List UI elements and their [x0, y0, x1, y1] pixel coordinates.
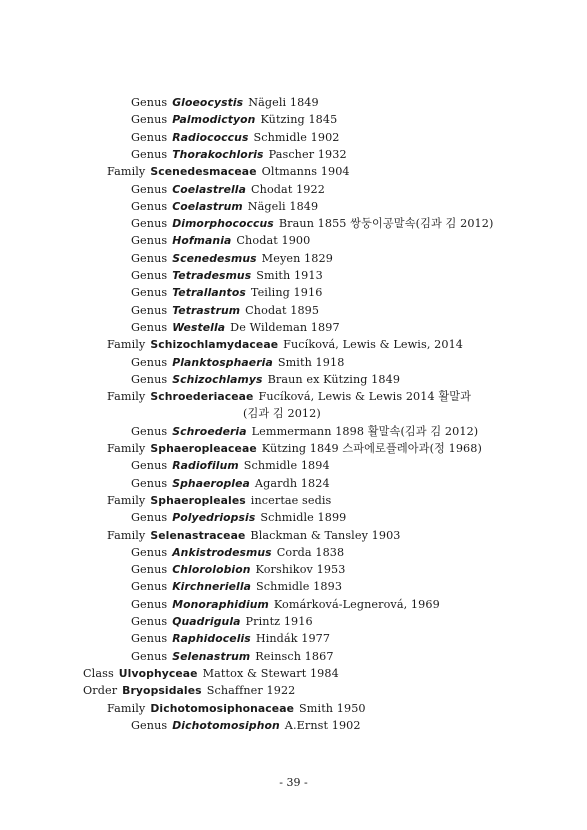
taxon-line: [131, 303, 319, 319]
taxon-line: [107, 493, 331, 509]
taxon-authority: Agardh 1824: [254, 476, 330, 490]
taxon-authority: Schmidle 1899: [260, 511, 347, 525]
taxon-rank: Genus: [131, 96, 168, 109]
taxon-rank: Family: [107, 390, 146, 404]
taxon-line: [131, 718, 361, 734]
taxon-rank: Genus: [131, 113, 168, 127]
taxon-authority: Schmidle 1894: [243, 459, 330, 473]
taxon-line: [131, 285, 322, 301]
taxon-name: Coelastrella: [172, 182, 246, 196]
taxon-line: [131, 147, 347, 163]
taxon-line: [131, 355, 344, 371]
taxon-name: Kirchneriella: [172, 580, 252, 594]
taxon-line: [131, 182, 325, 198]
taxon-line: [107, 389, 471, 405]
taxon-name: Monoraphidium: [172, 597, 269, 611]
taxon-authority: Reinsch 1867: [255, 649, 334, 663]
taxon-name: Sphaeropleales: [150, 493, 246, 507]
taxon-line: [131, 199, 318, 215]
taxon-name: Tetradesmus: [172, 269, 252, 282]
taxon-rank: Order: [83, 684, 118, 698]
taxon-rank: Genus: [131, 424, 168, 438]
taxon-name: Ankistrodesmus: [172, 545, 272, 559]
taxon-name: Radiofilum: [172, 459, 239, 473]
taxon-name: Hofmania: [172, 234, 232, 248]
taxon-rank: Genus: [131, 372, 168, 386]
taxon-line: [83, 666, 339, 682]
taxon-authority: Komárková-Legnerová, 1969: [273, 597, 440, 611]
taxon-authority: Smith 1913: [256, 269, 323, 282]
taxon-rank: Genus: [131, 563, 168, 577]
taxon-name: Thorakochloris: [172, 147, 264, 161]
taxon-name: Selenastrum: [172, 649, 251, 663]
taxon-rank: Genus: [131, 182, 168, 196]
taxon-line: [131, 579, 342, 595]
taxon-rank: Genus: [131, 545, 168, 559]
taxon-authority: Korshikov 1953: [255, 563, 346, 577]
taxon-rank: Genus: [131, 286, 168, 300]
taxon-line: [131, 476, 330, 492]
taxon-authority: Fucíková, Lewis & Lewis, 2014: [283, 338, 464, 352]
taxon-rank: Genus: [131, 459, 168, 473]
taxon-name: Gloeocystis: [172, 96, 244, 109]
taxon-authority: Smith 1950: [299, 701, 366, 715]
taxon-name: Tetrastrum: [172, 303, 241, 317]
taxon-name: Bryopsidales: [122, 684, 202, 698]
taxon-name: Ulvophyceae: [118, 666, 198, 680]
taxon-authority: Braun 1855 쌍둥이공말속(김과 김 2012): [278, 217, 494, 231]
taxon-authority: incertae sedis: [250, 493, 332, 507]
taxon-authority: Smith 1918: [277, 355, 345, 369]
taxon-rank: Genus: [131, 234, 168, 248]
taxon-line: [131, 320, 340, 336]
taxon-authority: Lemmermann 1898 활말속(김과 김 2012): [251, 424, 479, 438]
taxon-authority: Teiling 1916: [250, 286, 323, 300]
taxon-name: Quadrigula: [172, 615, 241, 628]
taxon-rank: Genus: [131, 199, 168, 213]
taxon-line: [107, 701, 366, 717]
taxon-authority: Schmidle 1893: [256, 580, 343, 594]
taxon-name: Tetrallantos: [172, 286, 246, 300]
taxon-name: Dimorphococcus: [172, 217, 274, 231]
taxon-name: Sphaeroplea: [172, 476, 250, 490]
taxon-line: [107, 528, 401, 544]
taxon-authority: Pascher 1932: [268, 147, 347, 161]
taxon-authority: Schaffner 1922: [206, 684, 296, 698]
taxon-name: Planktosphaeria: [172, 355, 273, 369]
taxon-name: Schizochlamydaceae: [150, 338, 279, 352]
taxon-name: Schroederia: [172, 424, 247, 438]
taxon-name: Dichotomosiphon: [172, 718, 280, 732]
taxon-name: Polyedriopsis: [172, 511, 256, 525]
taxon-line: [107, 441, 482, 457]
taxon-rank: Genus: [131, 511, 168, 525]
taxon-line: [131, 372, 400, 388]
taxon-authority: Kützing 1845: [260, 113, 338, 127]
taxon-line: [131, 562, 345, 578]
taxon-rank: Genus: [131, 649, 168, 663]
taxon-name: Palmodictyon: [172, 113, 256, 127]
taxon-rank: Family: [107, 338, 146, 352]
taxon-line: [131, 424, 478, 440]
taxon-line: [83, 683, 295, 699]
taxon-authority: De Wildeman 1897: [230, 320, 340, 334]
taxon-line: [131, 268, 323, 284]
taxon-rank: Genus: [131, 217, 168, 231]
taxon-rank: Family: [107, 701, 146, 715]
taxon-rank: Genus: [131, 355, 168, 369]
taxon-authority: Chodat 1895: [245, 303, 320, 317]
taxon-authority: Mattox & Stewart 1984: [202, 666, 339, 680]
taxon-authority: Fucíková, Lewis & Lewis 2014 활말과: [258, 390, 472, 404]
taxon-authority: Chodat 1900: [236, 234, 311, 248]
taxon-rank: Family: [107, 528, 146, 542]
taxon-line: [243, 406, 321, 422]
taxon-rank: Genus: [131, 320, 168, 334]
taxon-authority: Kützing 1849 스파에로플레아과(정 1968): [261, 442, 482, 455]
taxon-authority: Meyen 1829: [261, 251, 333, 265]
taxon-name: Westella: [172, 320, 226, 334]
taxon-line: [131, 510, 346, 526]
taxon-rank: Genus: [131, 718, 168, 732]
taxon-authority: A.Ernst 1902: [284, 718, 361, 732]
taxon-line: [107, 164, 350, 180]
taxon-name: Schizochlamys: [172, 372, 263, 386]
taxon-authority: Chodat 1922: [251, 182, 325, 196]
taxon-line: [131, 95, 319, 111]
taxon-authority: Schmidle 1902: [253, 130, 340, 144]
taxon-name: Dichotomosiphonaceae: [150, 701, 295, 715]
taxon-name: Radiococcus: [172, 130, 249, 144]
taxon-name: Schroederiaceae: [150, 390, 254, 404]
taxon-line: [107, 337, 463, 353]
taxon-line: [131, 112, 337, 128]
taxon-rank: Genus: [131, 597, 168, 611]
taxon-authority: Nägeli 1849: [248, 96, 319, 109]
taxon-line: [131, 649, 334, 665]
taxon-authority: Oltmanns 1904: [261, 165, 350, 179]
taxon-rank: Family: [107, 165, 146, 179]
taxon-rank: Family: [107, 493, 146, 507]
page-number: - 39 -: [279, 776, 308, 789]
taxon-rank: Genus: [131, 251, 168, 265]
taxon-rank: Genus: [131, 130, 168, 144]
taxon-rank: Genus: [131, 580, 168, 594]
taxon-authority: Hindák 1977: [255, 632, 331, 646]
taxon-authority: Braun ex Kützing 1849: [267, 372, 401, 386]
taxon-line: [131, 545, 344, 561]
taxon-rank: Family: [107, 442, 146, 455]
taxon-line: [131, 597, 440, 613]
taxon-rank: Class: [83, 666, 114, 680]
taxon-rank: Genus: [131, 632, 168, 646]
taxon-rank: Genus: [131, 476, 168, 490]
taxon-line: [131, 631, 330, 647]
taxon-authority: Printz 1916: [245, 615, 313, 628]
taxon-rank: Genus: [131, 615, 168, 628]
taxon-authority: Blackman & Tansley 1903: [250, 528, 401, 542]
taxon-line: [131, 216, 493, 232]
taxon-rank: Genus: [131, 269, 168, 282]
taxon-name: Selenastraceae: [150, 528, 246, 542]
taxon-name: Scenedesmaceae: [150, 165, 257, 179]
taxon-name: Scenedesmus: [172, 251, 257, 265]
taxon-line: [131, 233, 310, 249]
taxon-name: Sphaeropleaceae: [150, 442, 257, 455]
taxon-rank: Genus: [131, 147, 168, 161]
taxon-line: [131, 458, 330, 474]
taxon-name: Chlorolobion: [172, 563, 251, 577]
taxon-line: [131, 251, 333, 267]
taxon-authority: Corda 1838: [276, 545, 345, 559]
taxon-name: Raphidocelis: [172, 632, 251, 646]
taxon-line: [131, 614, 313, 630]
taxon-authority: (김과 김 2012): [243, 407, 321, 421]
taxon-authority: Nägeli 1849: [247, 199, 319, 213]
taxon-name: Coelastrum: [172, 199, 243, 213]
taxon-rank: Genus: [131, 303, 168, 317]
taxon-line: [131, 130, 340, 146]
